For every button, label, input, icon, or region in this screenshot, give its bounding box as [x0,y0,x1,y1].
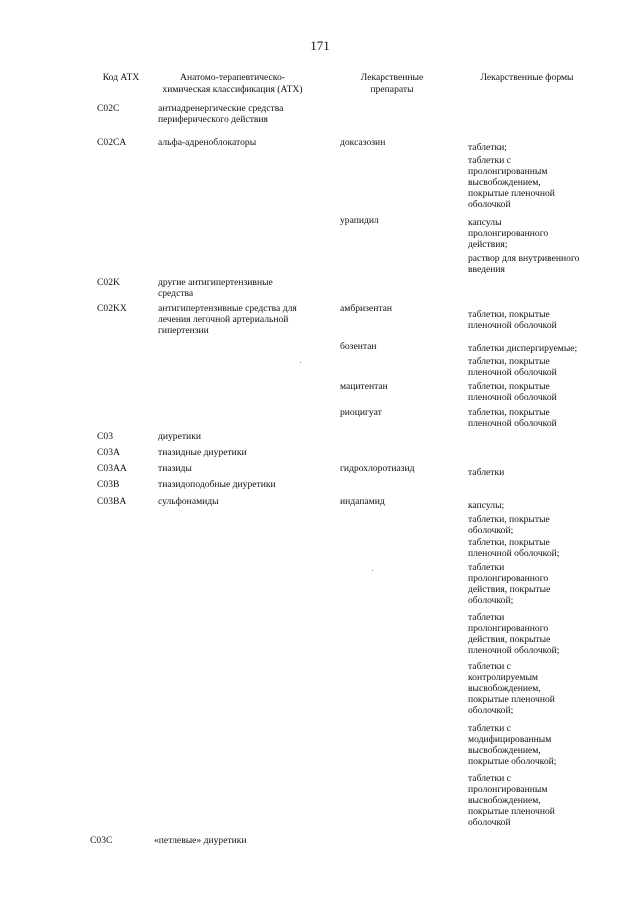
atc-code: C03A [97,447,120,458]
header-forms: Лекарственные формы [480,72,574,83]
dosage-form: таблетки, покрытые оболочкой; [468,514,550,536]
atc-name: альфа-адреноблокаторы [158,137,257,148]
dosage-form: таблетки пролонгированного действия, покрытые пленочной оболочкой; [468,612,560,656]
atc-name: тиазидоподобные диуретики [158,479,276,490]
dosage-form: таблетки [468,467,505,478]
atc-code: C02CA [97,137,127,148]
atc-name: антигипертензивные средства для лечения легочной артериальной гипертензии [158,303,297,336]
drug-name: мацитентан [340,381,388,392]
scan-speck [300,362,301,363]
dosage-form: таблетки пролонгированного действия, покрытые оболочкой; [468,562,551,606]
atc-code: C03 [97,431,113,442]
dosage-form: таблетки диспергируемые; [468,343,578,354]
atc-code: C03BA [97,496,127,507]
drug-name: урапидил [340,215,379,226]
dosage-form: раствор для внутривенного введения [468,253,580,275]
dosage-form: таблетки, покрытые пленочной оболочкой [468,407,557,429]
dosage-form: таблетки, покрытые пленочной оболочкой [468,381,557,403]
atc-name: тиазидные диуретики [158,447,247,458]
dosage-form: капсулы пролонгированного действия; [468,217,549,250]
atc-name: тиазиды [158,463,192,474]
dosage-form: таблетки с пролонгированным высвобождением, покрытые пленочной оболочкой [468,155,555,210]
atc-code: C03C [90,835,113,846]
atc-name: антиадренергические средства периферического действия [158,103,284,125]
atc-name: сульфонамиды [158,496,219,507]
atc-code: C02C [97,103,120,114]
header-code: Код АТХ [102,72,140,83]
atc-name: другие антигипертензивные средства [158,277,273,299]
header-classification: Анатомо-терапевтическо- химическая классификация (АТХ) [162,72,303,95]
drug-name: риоцигуат [340,407,382,418]
scan-speck [372,570,373,571]
drug-name: амбризентан [340,303,393,314]
dosage-form: капсулы; [468,500,505,511]
dosage-form: таблетки с пролонгированным высвобождением, покрытые пленочной оболочкой [468,773,555,828]
dosage-form: таблетки; [468,142,507,153]
page-number: 171 [310,38,330,53]
drug-name: индапамид [340,496,385,507]
atc-code: C03B [97,479,120,490]
atc-name: диуретики [158,431,201,442]
drug-name: бозентан [340,341,377,352]
dosage-form: таблетки с контролируемым высвобождением, покрытые пленочной оболочкой; [468,661,555,716]
drug-name: доксазозин [340,137,386,148]
header-drugs: Лекарственные препараты [360,72,424,95]
dosage-form: таблетки, покрытые пленочной оболочкой [468,356,557,378]
atc-name: «петлевые» диуретики [154,835,247,846]
dosage-form: таблетки, покрытые пленочной оболочкой [468,309,557,331]
atc-code: C02KX [97,303,127,314]
dosage-form: таблетки, покрытые пленочной оболочкой; [468,537,560,559]
atc-code: C03AA [97,463,127,474]
dosage-form: таблетки с модифицированным высвобождением, покрытые оболочкой; [468,723,557,767]
drug-name: гидрохлоротиазид [340,463,415,474]
atc-code: C02K [97,277,120,288]
